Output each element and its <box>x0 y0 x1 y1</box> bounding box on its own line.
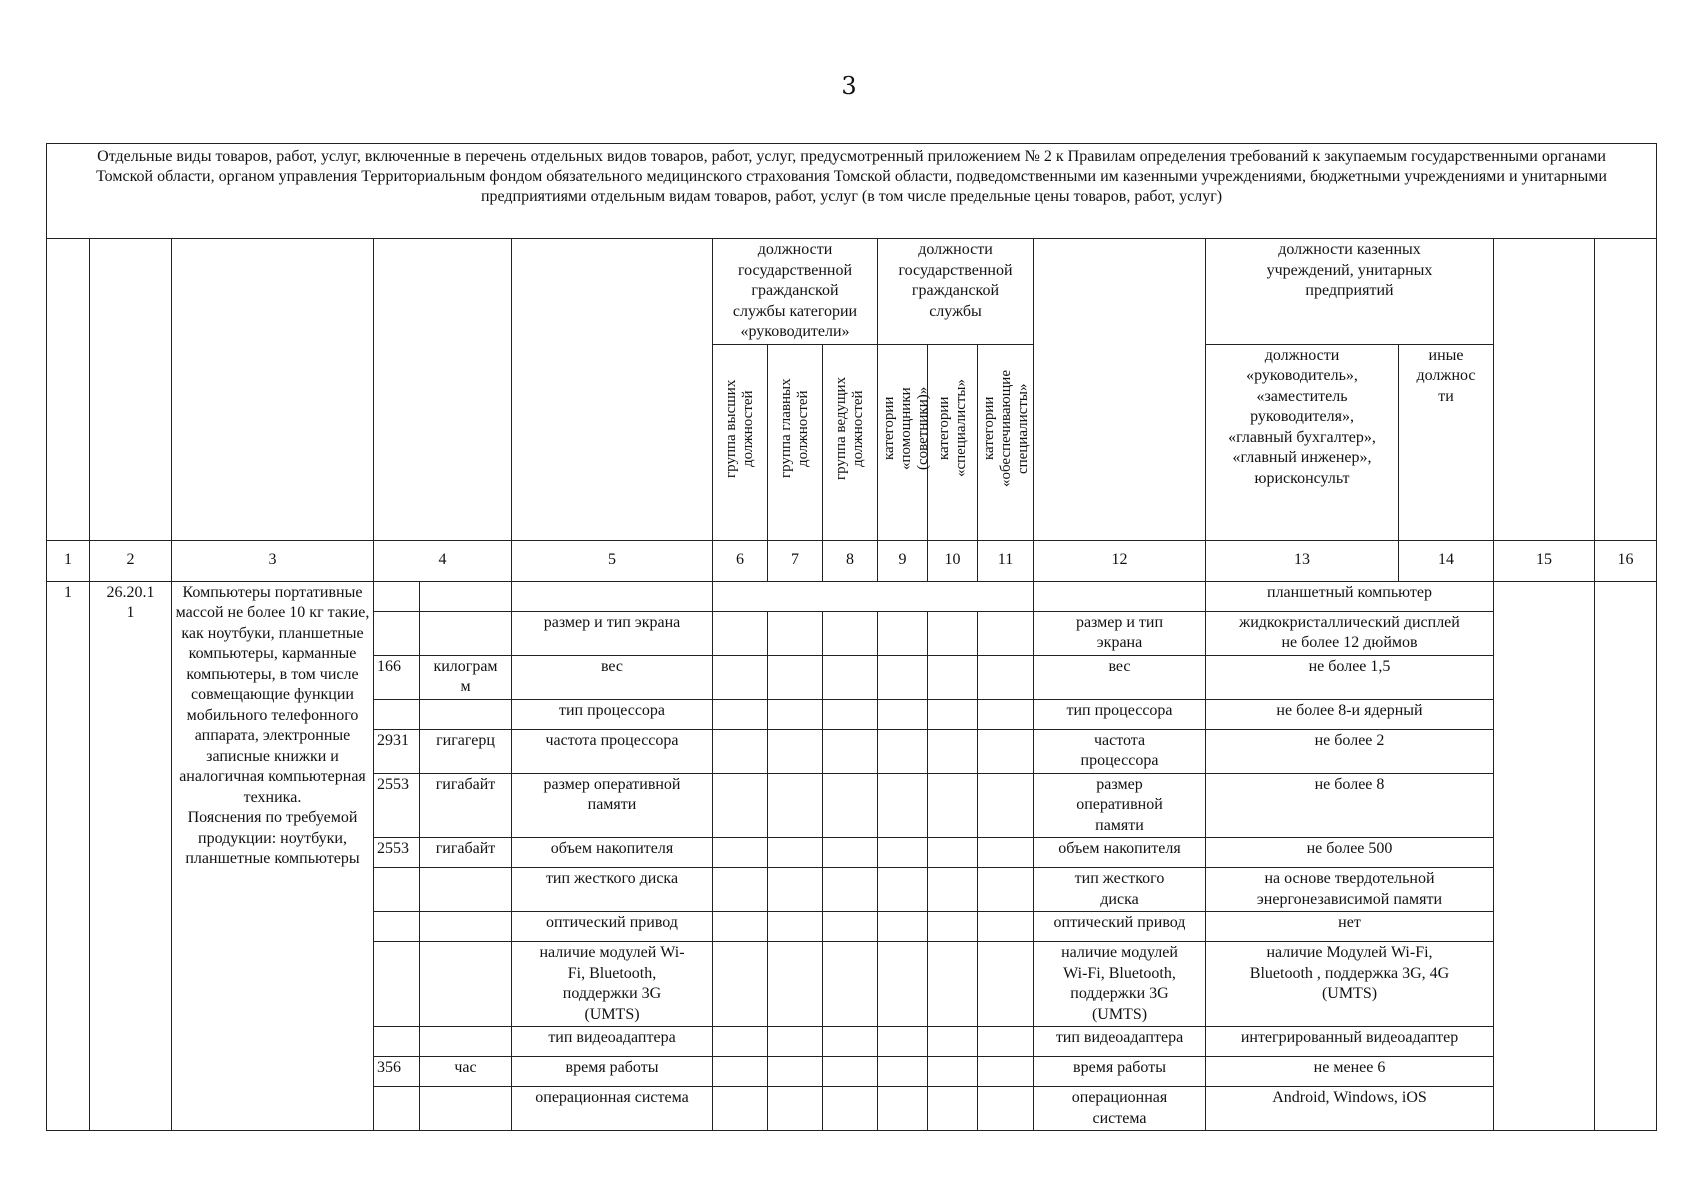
column-number: 16 <box>1595 540 1657 581</box>
page-number: 3 <box>841 72 857 100</box>
value-cell <box>878 912 928 942</box>
header-rotated-cell <box>928 344 978 540</box>
value-cell <box>823 838 878 868</box>
value-cell <box>823 1087 878 1131</box>
goods-requirements-table <box>46 143 1657 1131</box>
okei-code <box>374 1027 420 1057</box>
column-number: 13 <box>1206 540 1399 581</box>
requirement-value: не более 500 <box>1206 838 1494 868</box>
unit-name: гигагерц <box>420 729 512 773</box>
header-rotated-cell <box>823 344 878 540</box>
unit-name <box>420 699 512 729</box>
value-cell <box>978 838 1034 868</box>
table-row <box>47 581 1657 611</box>
value-cell <box>978 729 1034 773</box>
unit-name <box>420 868 512 912</box>
value-cell <box>878 868 928 912</box>
requirement-value: Android, Windows, iOS <box>1206 1087 1494 1131</box>
table-intro: Отдельные виды товаров, работ, услуг, включенные в перечень отдельных видов товаров, работ, услуг, предусмотренный приложением № 2 к Правилам определения требований к закупаемым государственными органами Томской области, органом управления Территориальным фондом обязательного медицинского страхования Томской области, подведомственными им казенными учреждениями, бюджетными учреждениями и унитарными предприятиями отдельным видам товаров, работ, услуг (в том числе предельные цены товаров, работ, услуг) <box>47 144 1657 239</box>
value-cell <box>823 611 878 655</box>
column-number: 2 <box>90 540 172 581</box>
characteristic <box>512 581 713 611</box>
header-cell <box>172 239 374 541</box>
okei-code: 2553 <box>374 838 420 868</box>
value-cell <box>978 868 1034 912</box>
column-number: 8 <box>823 540 878 581</box>
characteristic: операционная система <box>512 1087 713 1131</box>
value-cell <box>928 773 978 838</box>
header-cell <box>1034 239 1206 541</box>
value-cell <box>978 1087 1034 1131</box>
value-cell <box>878 655 928 699</box>
characteristic-12: тип жесткого диска <box>1034 868 1206 912</box>
header-support-specialists: категории «обеспечивающие специалисты» <box>981 369 1031 487</box>
column-number: 3 <box>172 540 374 581</box>
header-other-positions: иные должнос ти <box>1399 344 1494 540</box>
characteristic-12: оптический привод <box>1034 912 1206 942</box>
value-cell <box>978 655 1034 699</box>
value-cell <box>878 773 928 838</box>
okei-code <box>374 1087 420 1131</box>
column-number: 6 <box>713 540 768 581</box>
requirement-value: жидкокристаллический дисплей не более 12 дюймов <box>1206 611 1494 655</box>
value-cell <box>928 699 978 729</box>
characteristic-12 <box>1034 581 1206 611</box>
value-cell <box>768 838 823 868</box>
value-cell <box>928 655 978 699</box>
requirement-value: наличие Модулей Wi-Fi, Bluetooth , поддержка 3G, 4G (UMTS) <box>1206 942 1494 1027</box>
requirement-value: не более 1,5 <box>1206 655 1494 699</box>
value-cell <box>768 729 823 773</box>
header-group-leaders: должности государственной гражданской службы категории «руководители» <box>713 239 878 345</box>
header-leading-positions: группа ведущих должностей <box>833 376 866 480</box>
header-rotated-cell <box>978 344 1034 540</box>
value-cell <box>768 912 823 942</box>
value-cell <box>928 611 978 655</box>
unit-name <box>420 611 512 655</box>
value-cell <box>878 1087 928 1131</box>
unit-name <box>420 942 512 1027</box>
value-cell <box>928 942 978 1027</box>
characteristic: тип жесткого диска <box>512 868 713 912</box>
characteristic-12: частота процессора <box>1034 729 1206 773</box>
value-cell <box>823 655 878 699</box>
header-cell <box>1494 239 1595 541</box>
device-type-value: планшетный компьютер <box>1206 581 1494 611</box>
requirement-value: не менее 6 <box>1206 1057 1494 1087</box>
characteristic-12: тип видеоадаптера <box>1034 1027 1206 1057</box>
header-main-positions: группа главных должностей <box>778 378 811 478</box>
value-cell <box>928 729 978 773</box>
column-number: 14 <box>1399 540 1494 581</box>
empty-cell <box>1595 581 1657 1131</box>
characteristic-12: тип процессора <box>1034 699 1206 729</box>
requirement-value: нет <box>1206 912 1494 942</box>
column-number: 9 <box>878 540 928 581</box>
unit-name: килограм м <box>420 655 512 699</box>
okei-code: 166 <box>374 655 420 699</box>
header-top-positions: группа высших должностей <box>723 378 756 478</box>
value-cell <box>768 1087 823 1131</box>
characteristic-12: время работы <box>1034 1057 1206 1087</box>
okei-code <box>374 699 420 729</box>
column-number: 5 <box>512 540 713 581</box>
value-cell <box>823 868 878 912</box>
characteristic: время работы <box>512 1057 713 1087</box>
value-cell <box>713 1027 768 1057</box>
item-number: 1 <box>47 581 90 1131</box>
value-cell <box>878 1027 928 1057</box>
unit-name: гигабайт <box>420 838 512 868</box>
okei-code <box>374 581 420 611</box>
okei-code <box>374 912 420 942</box>
characteristic-12: операционная система <box>1034 1087 1206 1131</box>
header-rotated-cell <box>713 344 768 540</box>
value-cell <box>878 611 928 655</box>
requirement-value: не более 8 <box>1206 773 1494 838</box>
value-cell <box>823 699 878 729</box>
value-cell <box>768 1027 823 1057</box>
characteristic: размер и тип экрана <box>512 611 713 655</box>
value-cell <box>928 912 978 942</box>
header-rotated-cell <box>768 344 823 540</box>
unit-name <box>420 912 512 942</box>
value-cell <box>823 729 878 773</box>
value-cell <box>768 655 823 699</box>
header-cell <box>512 239 713 541</box>
requirement-value: на основе твердотельной энергонезависимой памяти <box>1206 868 1494 912</box>
value-cell <box>878 942 928 1027</box>
value-cell <box>768 1057 823 1087</box>
value-cell <box>823 912 878 942</box>
value-cell <box>768 942 823 1027</box>
value-cell <box>713 729 768 773</box>
unit-name: гигабайт <box>420 773 512 838</box>
characteristic-12: объем накопителя <box>1034 838 1206 868</box>
value-cell <box>978 912 1034 942</box>
value-cell <box>713 581 1034 611</box>
value-cell <box>768 868 823 912</box>
value-cell <box>713 773 768 838</box>
value-cell <box>978 773 1034 838</box>
value-cell <box>713 912 768 942</box>
characteristic: наличие модулей Wi- Fi, Bluetooth, поддержки 3G (UMTS) <box>512 942 713 1027</box>
header-group-state-institutions: должности казенных учреждений, унитарных предприятий <box>1206 239 1494 345</box>
value-cell <box>768 611 823 655</box>
value-cell <box>768 699 823 729</box>
empty-cell <box>1494 581 1595 1131</box>
characteristic-12: размер и тип экрана <box>1034 611 1206 655</box>
value-cell <box>823 773 878 838</box>
header-cell <box>90 239 172 541</box>
column-number: 4 <box>374 540 512 581</box>
unit-name <box>420 1027 512 1057</box>
okei-code <box>374 611 420 655</box>
value-cell <box>713 942 768 1027</box>
characteristic-12: вес <box>1034 655 1206 699</box>
column-number: 15 <box>1494 540 1595 581</box>
value-cell <box>713 699 768 729</box>
item-okpd-code: 26.20.1 1 <box>90 581 172 1131</box>
value-cell <box>713 611 768 655</box>
value-cell <box>928 838 978 868</box>
header-specialists: категории «специалисты» <box>935 379 969 477</box>
header-assistants: категории «помощники (советники)» <box>881 386 931 470</box>
value-cell <box>978 699 1034 729</box>
column-number: 10 <box>928 540 978 581</box>
value-cell <box>713 655 768 699</box>
okei-code: 2553 <box>374 773 420 838</box>
value-cell <box>978 611 1034 655</box>
value-cell <box>713 868 768 912</box>
okei-code <box>374 868 420 912</box>
column-number: 12 <box>1034 540 1206 581</box>
value-cell <box>823 1027 878 1057</box>
header-cell <box>1595 239 1657 541</box>
value-cell <box>928 1027 978 1057</box>
column-number: 7 <box>768 540 823 581</box>
requirement-value: не более 8-и ядерный <box>1206 699 1494 729</box>
characteristic: тип процессора <box>512 699 713 729</box>
header-managers: должности «руководитель», «заместитель руководителя», «главный бухгалтер», «главный инженер», юрисконсульт <box>1206 344 1399 540</box>
characteristic-12: размер оперативной памяти <box>1034 773 1206 838</box>
requirement-value: интегрированный видеоадаптер <box>1206 1027 1494 1057</box>
characteristic: размер оперативной памяти <box>512 773 713 838</box>
unit-name <box>420 1087 512 1131</box>
header-cell <box>374 239 512 541</box>
column-number: 1 <box>47 540 90 581</box>
characteristic: частота процессора <box>512 729 713 773</box>
value-cell <box>878 729 928 773</box>
value-cell <box>713 1057 768 1087</box>
value-cell <box>928 1087 978 1131</box>
value-cell <box>878 1057 928 1087</box>
header-group-civil-service: должности государственной гражданской службы <box>878 239 1034 345</box>
item-name: Компьютеры портативные массой не более 10 кг такие, как ноутбуки, планшетные компьютеры, карманные компьютеры, в том числе совмещающие функции мобильного телефонного аппарата, электронные записные книжки и аналогичная компьютерная техника. Пояснения по требуемой продукции: ноутбуки, планшетные компьютеры <box>172 581 374 1131</box>
value-cell <box>823 942 878 1027</box>
unit-name <box>420 581 512 611</box>
value-cell <box>878 699 928 729</box>
header-rotated-cell <box>878 344 931 540</box>
unit-name: час <box>420 1057 512 1087</box>
value-cell <box>928 1057 978 1087</box>
okei-code <box>374 942 420 1027</box>
characteristic: объем накопителя <box>512 838 713 868</box>
value-cell <box>768 773 823 838</box>
characteristic: оптический привод <box>512 912 713 942</box>
value-cell <box>713 1087 768 1131</box>
value-cell <box>928 868 978 912</box>
okei-code: 2931 <box>374 729 420 773</box>
characteristic: тип видеоадаптера <box>512 1027 713 1057</box>
value-cell <box>978 1027 1034 1057</box>
characteristic-12: наличие модулей Wi-Fi, Bluetooth, поддержки 3G (UMTS) <box>1034 942 1206 1027</box>
characteristic: вес <box>512 655 713 699</box>
value-cell <box>978 942 1034 1027</box>
column-number: 11 <box>978 540 1034 581</box>
value-cell <box>978 1057 1034 1087</box>
requirement-value: не более 2 <box>1206 729 1494 773</box>
value-cell <box>823 1057 878 1087</box>
header-cell <box>47 239 90 541</box>
value-cell <box>713 838 768 868</box>
okei-code: 356 <box>374 1057 420 1087</box>
value-cell <box>878 838 928 868</box>
